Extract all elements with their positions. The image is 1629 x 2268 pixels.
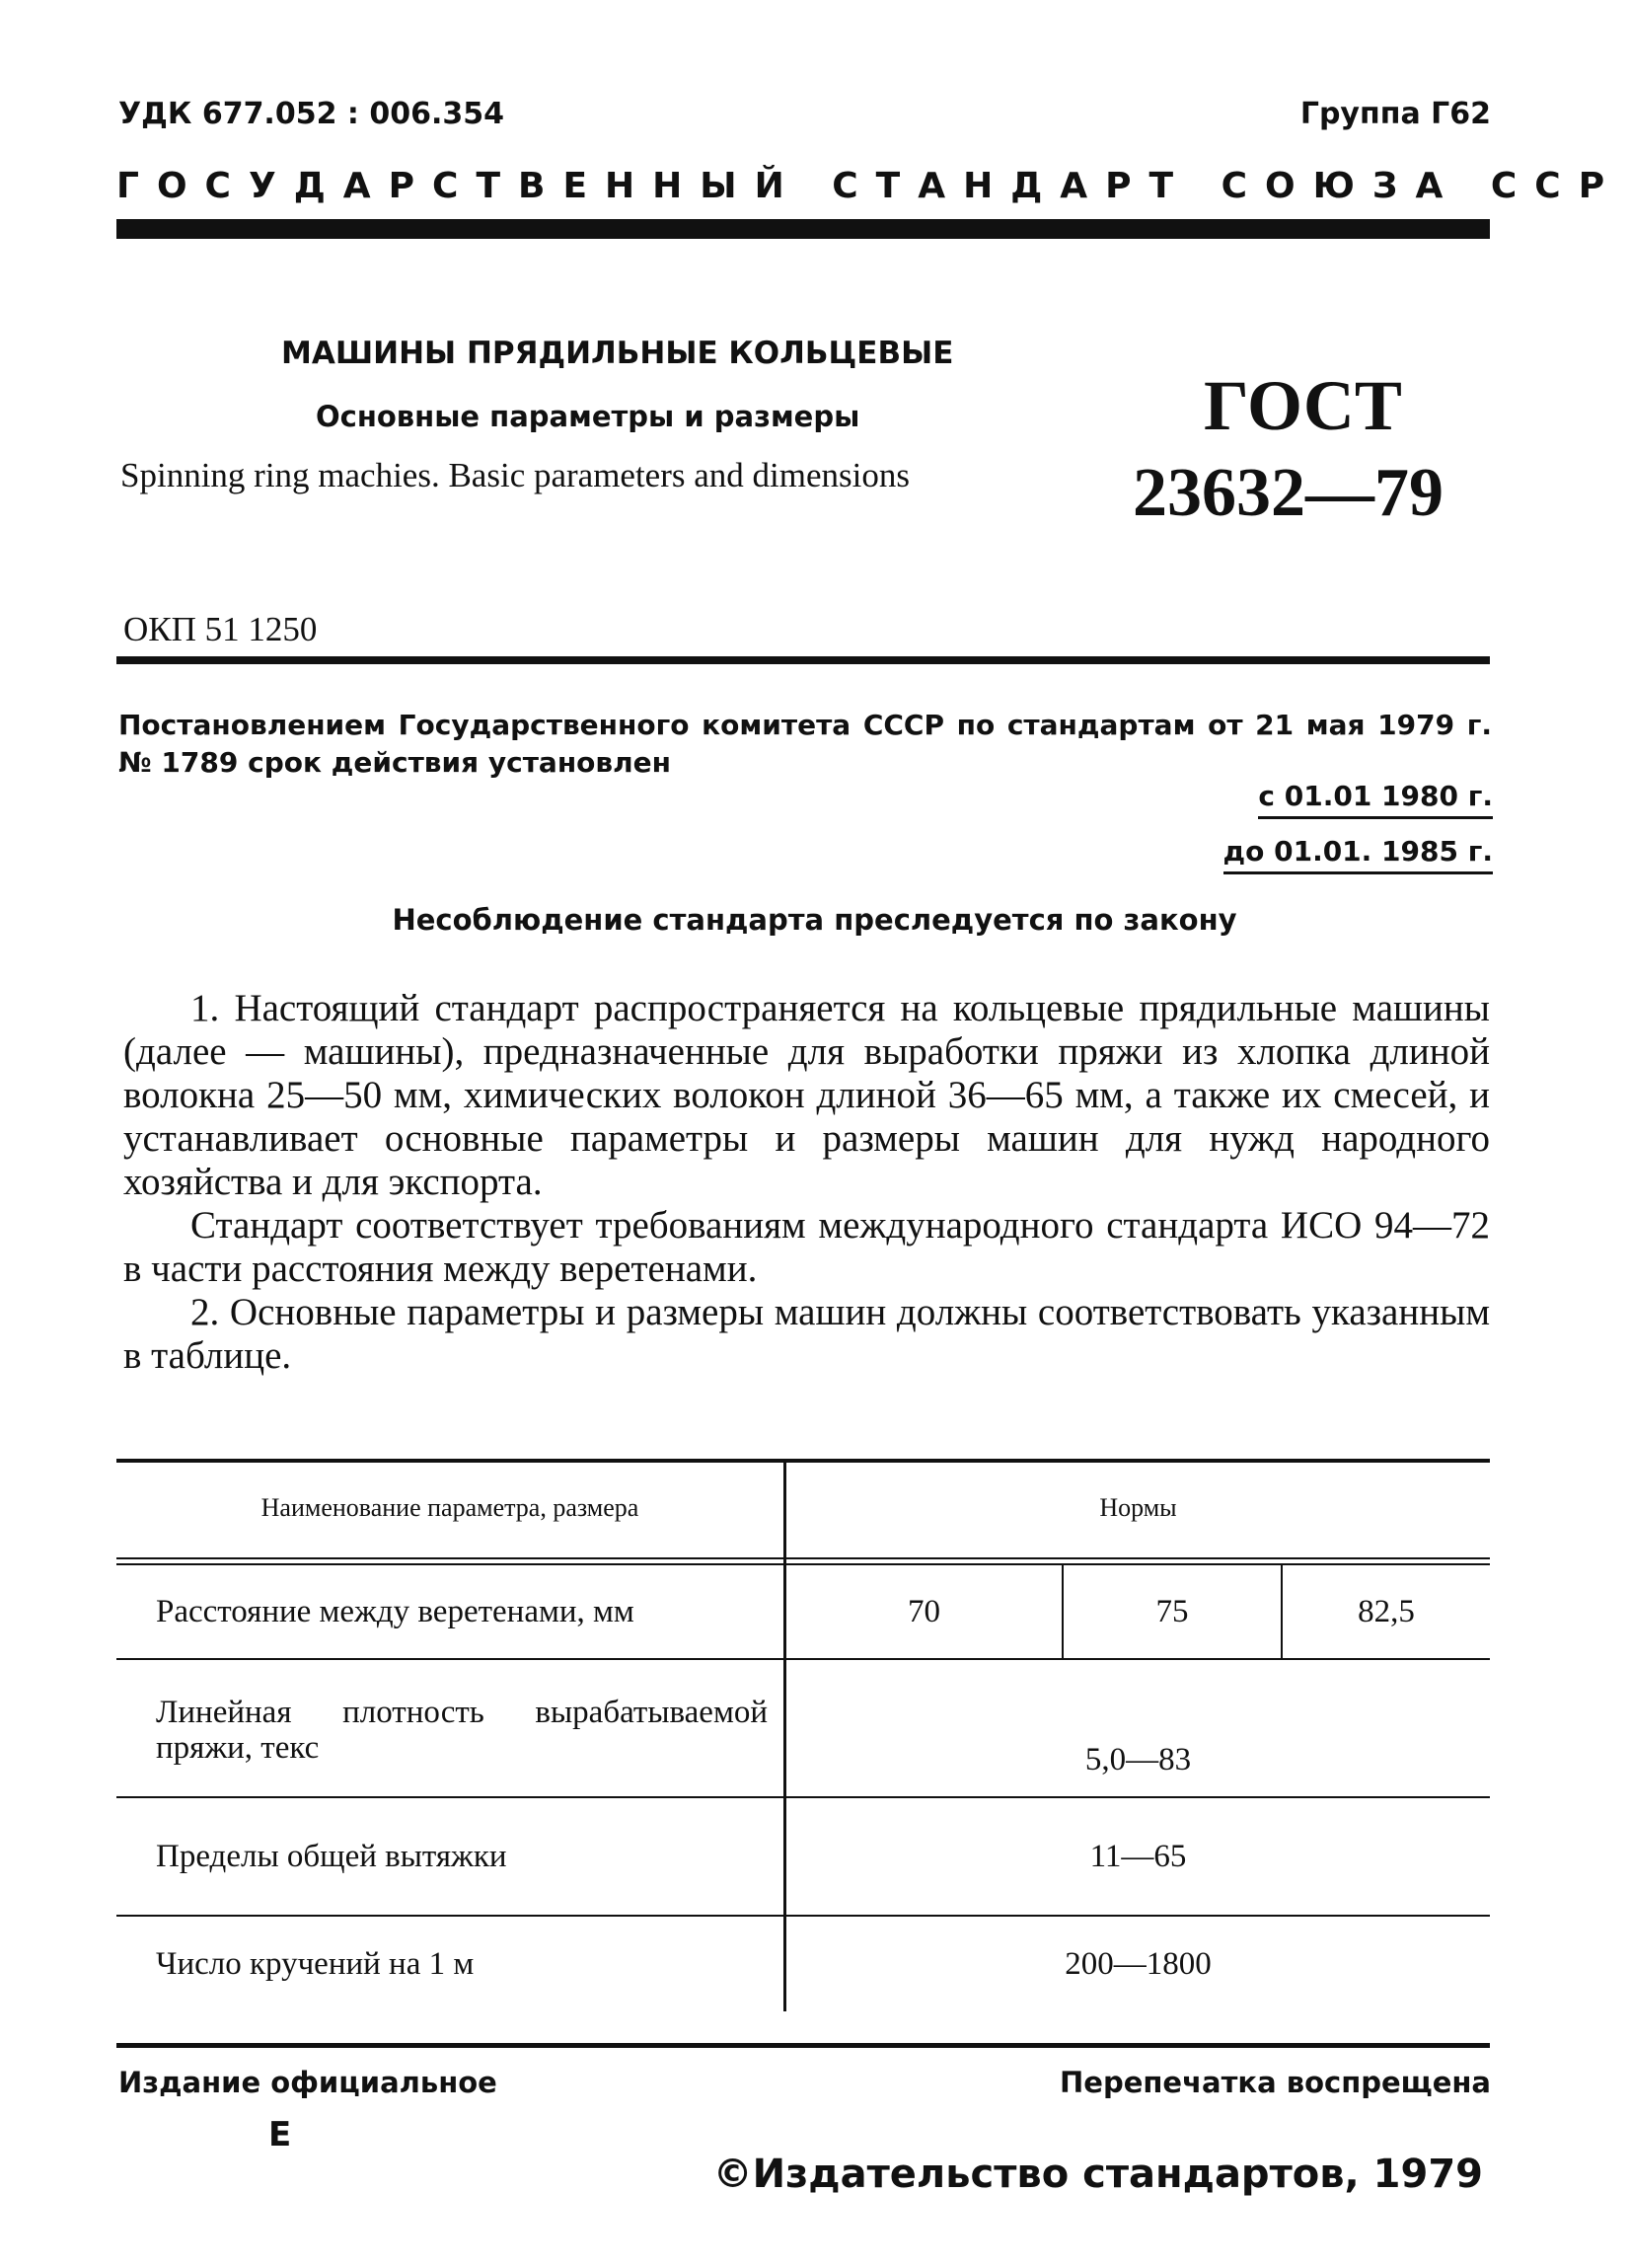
table-header-rule [116,1557,1490,1559]
document-subtitle-ru: Основные параметры и размеры [316,400,860,433]
value-spindle-distance-2: 75 [1155,1593,1189,1629]
gost-label: ГОСТ [1204,366,1402,445]
parameters-table [116,1459,1490,2011]
valid-to-date: до 01.01. 1985 г. [1223,835,1494,874]
header-divider [116,219,1490,239]
value-draft-limits: 11—65 [1089,1838,1187,1874]
decree-text: Постановлением Государственного комитета СССР по стандартам от 21 мая 1979 г. № 1789 срок действия установлен [118,709,1492,779]
param-draft-limits: Пределы общей вытяжки [156,1838,507,1874]
edition-note: Издание официальное [118,2066,497,2099]
paragraph-3: 2. Основные параметры и размеры машин должны соответствовать указанным в таблице. [123,1291,1490,1377]
value-spindle-distance-3: 82,5 [1358,1593,1415,1629]
okp-code: ОКП 51 1250 [123,610,318,648]
document-title-ru: МАШИНЫ ПРЯДИЛЬНЫЕ КОЛЬЦЕВЫЕ [281,336,954,371]
document-title-en: Spinning ring machies. Basic parameters and dimensions [120,456,910,494]
group-code: Группа Г62 [1299,97,1491,131]
udk-code: УДК 677.052 : 006.354 [118,97,504,131]
param-twists-per-meter: Число кручений на 1 м [156,1945,475,1982]
param-linear-density: Линейная плотность вырабатываемой пряжи, текс [156,1695,768,1766]
paragraph-2: Стандарт соответствует требованиям международного стандарта ИСО 94—72 в части расстояния между веретенами. [123,1204,1490,1290]
footer-divider [116,2043,1490,2048]
param-spindle-distance: Расстояние между веретенами, мм [156,1593,634,1629]
valid-from-date: с 01.01 1980 г. [1258,780,1493,819]
okp-divider [116,656,1490,664]
law-notice: Несоблюдение стандарта преследуется по закону [392,903,1237,937]
value-spindle-distance-1: 70 [908,1593,940,1629]
publisher-copyright: ©Издательство стандартов, 1979 [712,2152,1483,2197]
reprint-note: Перепечатка воспрещена [1060,2066,1491,2099]
value-twists-per-meter: 200—1800 [1065,1945,1212,1982]
column-header-norms: Нормы [1099,1493,1177,1522]
mark-letter: Е [268,2115,292,2155]
value-linear-density: 5,0—83 [1084,1741,1192,1777]
gost-number: 23632—79 [1133,455,1444,531]
column-header-parameter: Наименование параметра, размера [260,1493,639,1522]
body-text [123,987,1490,1378]
table-row-rule [116,1658,1490,1660]
paragraph-1: 1. Настоящий стандарт распространяется на кольцевые прядильные машины (далее — машины), предназначенные для выработки пряжи из хлопка длиной волокна 25—50 мм, химических волокон длиной 36—65 мм, а также их смесей, и устанавливает основные параметры и размеры машин для нужд народного хозяйства и для экспорта. [123,987,1490,1203]
state-standard-heading: ГОСУДАРСТВЕННЫЙ СТАНДАРТ СОЮЗА ССР [116,166,1623,206]
